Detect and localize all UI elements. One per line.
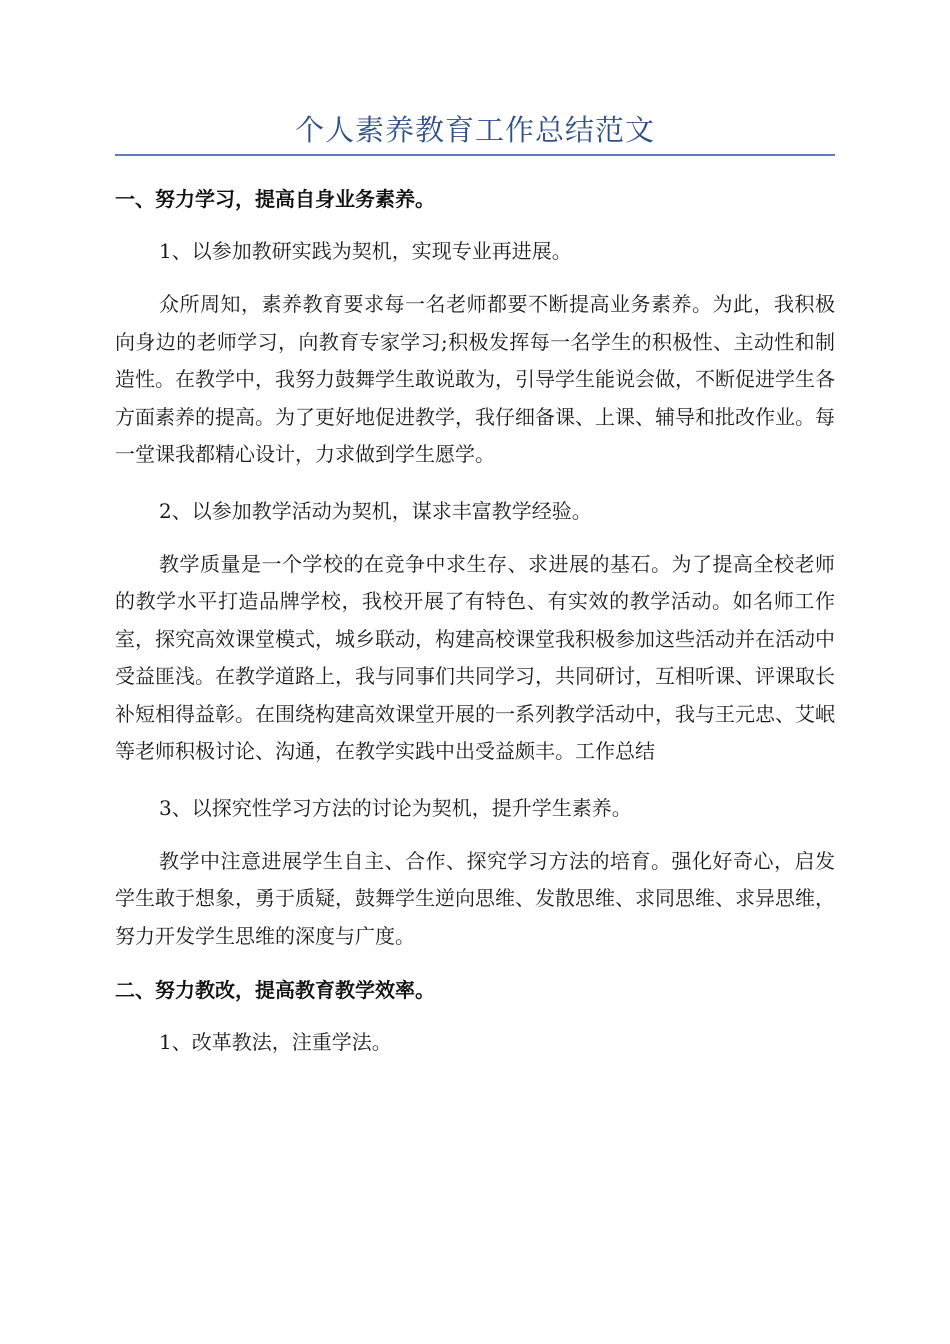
body-paragraph: 教学中注意进展学生自主、合作、探究学习方法的培育。强化好奇心，启发学生敢于想象，勇于质疑，鼓舞学生逆向思维、发散思维、求同思维、求异思维，努力开发学生思维的深度与广度。 [115,848,835,948]
section-heading: 一、努力学习，提高自身业务素养。 [115,187,435,211]
sub-heading: 1、以参加教研实践为契机，实现专业再进展。 [159,239,572,263]
body-paragraph: 教学质量是一个学校的在竞争中求生存、求进展的基石。为了提高全校老师的教学水平打造品牌学校，我校开展了有特色、有实效的教学活动。如名师工作室，探究高效课堂模式，城乡联动，构建高校课堂我积极参加这些活动并在活动中受益匪浅。在教学道路上，我与同事们共同学习，共同研讨，互相听课、评课取长补短相得益彰。在围绕构建高效课堂开展的一系列教学活动中，我与王元忠、艾岷等老师积极讨论、沟通，在教学实践中出受益颇丰。工作总结 [115,551,835,763]
sub-heading: 3、以探究性学习方法的讨论为契机，提升学生素养。 [159,795,632,820]
sub-heading: 1、改革教法，注重学法。 [159,1030,392,1054]
body-paragraph: 众所周知，素养教育要求每一名老师都要不断提高业务素养。为此，我积极向身边的老师学习，向教育专家学习;积极发挥每一名学生的积极性、主动性和制造性。在教学中，我努力鼓舞学生敢说敢为，引导学生能说会做，不断促进学生各方面素养的提高。为了更好地促进教学，我仔细备课、上课、辅导和批改作业。每一堂课我都精心设计，力求做到学生愿学。 [115,292,835,466]
document-page [115,108,835,1057]
document-title: 个人素养教育工作总结范文 [115,108,835,156]
sub-heading: 2、以参加教学活动为契机，谋求丰富教学经验。 [159,498,592,523]
section-heading: 二、努力教改，提高教育教学效率。 [115,978,435,1002]
